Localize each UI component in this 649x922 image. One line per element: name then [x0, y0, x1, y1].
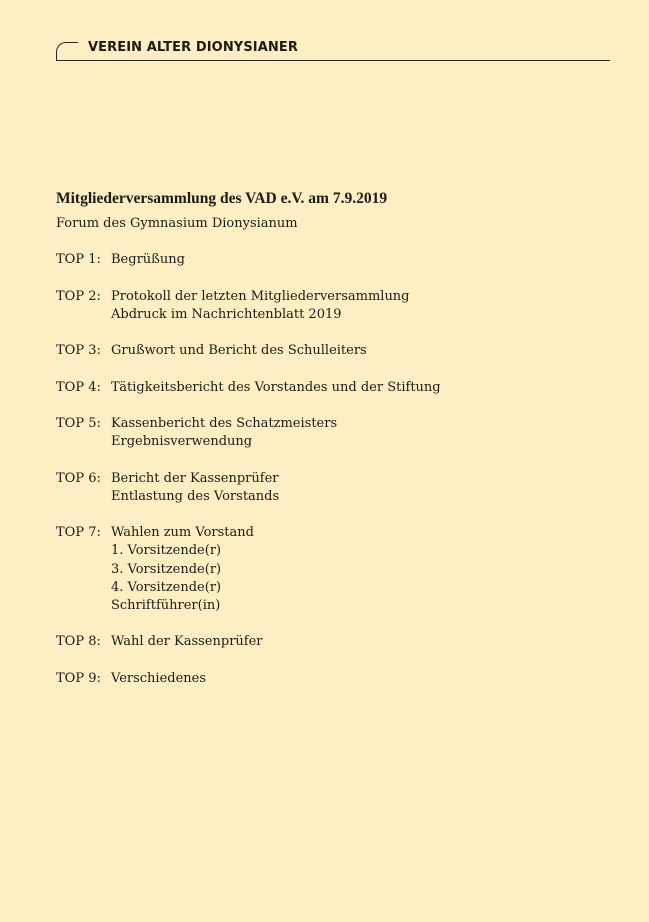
agenda-item-number: TOP 9: — [56, 670, 101, 686]
agenda-item-line: Verschiedenes — [111, 670, 207, 686]
agenda-item — [56, 470, 576, 506]
agenda-item-line: 1. Vorsitzende(r) — [111, 543, 222, 559]
agenda-item — [56, 251, 576, 269]
agenda-item-line: 3. Vorsitzende(r) — [111, 561, 222, 577]
agenda-item-line: Abdruck im Nachrichtenblatt 2019 — [111, 306, 342, 322]
agenda-item-line: Tätigkeitsbericht des Vorstandes und der Stiftung — [111, 379, 441, 395]
agenda-item-text — [111, 470, 576, 506]
agenda-item-line: Kassenbericht des Schatzmeisters — [111, 415, 338, 431]
agenda-item — [56, 379, 576, 397]
document-body — [56, 189, 576, 706]
agenda-item-line: Entlastung des Vorstands — [111, 488, 280, 504]
agenda-item — [56, 342, 576, 360]
agenda-item-number: TOP 3: — [56, 343, 101, 359]
document-subtitle: Forum des Gymnasium Dionysianum — [56, 216, 298, 231]
agenda-item-line: Wahlen zum Vorstand — [111, 525, 254, 541]
agenda-item — [56, 415, 576, 451]
agenda-item-text — [111, 670, 576, 688]
agenda-item-text — [111, 342, 576, 360]
agenda-item-line: Protokoll der letzten Mitgliederversammlung — [111, 288, 410, 304]
agenda-item-line: Begrüßung — [111, 252, 185, 268]
agenda-item-number: TOP 1: — [56, 252, 101, 268]
agenda-item — [56, 633, 576, 651]
agenda-item-number: TOP 4: — [56, 379, 101, 395]
agenda-item-text — [111, 524, 576, 615]
agenda-item-line: Schriftführer(in) — [111, 597, 221, 613]
agenda-item — [56, 288, 576, 324]
agenda-item-text — [111, 379, 576, 397]
agenda-list — [56, 251, 576, 688]
agenda-item — [56, 524, 576, 615]
agenda-item-number: TOP 7: — [56, 525, 101, 541]
agenda-item-line: Grußwort und Bericht des Schulleiters — [111, 343, 367, 359]
agenda-item-number: TOP 8: — [56, 634, 101, 650]
agenda-item-line: Bericht der Kassenprüfer — [111, 470, 279, 486]
agenda-item-text — [111, 251, 576, 269]
agenda-item-line: Wahl der Kassenprüfer — [111, 634, 263, 650]
agenda-item-text — [111, 415, 576, 451]
page-header — [56, 40, 610, 61]
header-rule — [56, 60, 610, 61]
agenda-item-line: 4. Vorsitzende(r) — [111, 579, 222, 595]
agenda-item-number: TOP 6: — [56, 470, 101, 486]
agenda-item-line: Ergebnisverwendung — [111, 434, 253, 450]
agenda-item-text — [111, 633, 576, 651]
header-corner-ornament — [56, 42, 78, 61]
header-title: VEREIN ALTER DIONYSIANER — [88, 40, 298, 55]
document-title: Mitgliederversammlung des VAD e.V. am 7.9.2019 — [56, 190, 388, 207]
agenda-item-number: TOP 5: — [56, 415, 101, 431]
agenda-item — [56, 670, 576, 688]
agenda-item-number: TOP 2: — [56, 288, 101, 304]
agenda-item-text — [111, 288, 576, 324]
